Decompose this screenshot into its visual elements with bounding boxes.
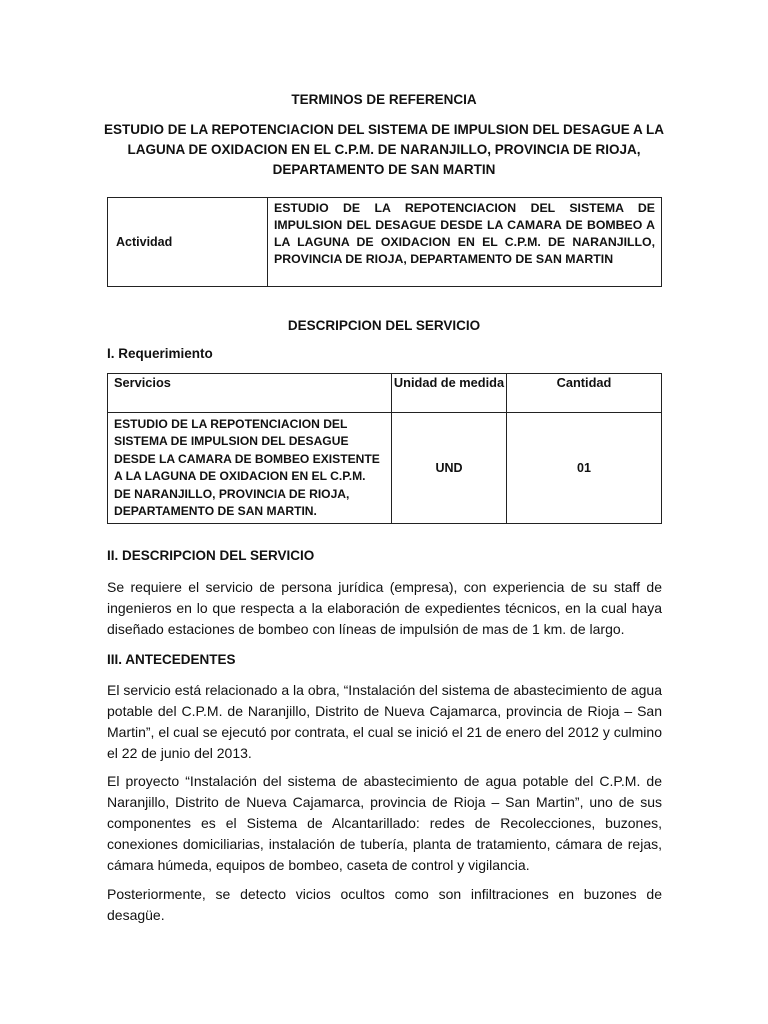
section-3-heading: III. ANTECEDENTES [107, 652, 236, 667]
activity-row [108, 198, 662, 287]
services-table-header-row [108, 374, 662, 413]
section-3-paragraph-2: El proyecto “Instalación del sistema de abastecimiento de agua potable del C.P.M. de Naranjillo, Distrito de Nueva Cajamarca, provincia de Rioja – San Martin”, uno de sus componentes es el Sistema de Alcantarillado: redes de Recolecciones, buzones, conexiones domiciliarias, instalación de tubería, planta de tratamiento, cámara de rejas, cámara húmeda, equipos de bombeo, caseta de control y vigilancia. [107, 773, 662, 873]
requirement-heading: I. Requerimiento [107, 346, 213, 361]
document-subtitle: ESTUDIO DE LA REPOTENCIACION DEL SISTEMA DE IMPULSION DEL DESAGUE A LA LAGUNA DE OXIDACION EN EL C.P.M. DE NARANJILLO, PROVINCIA DE RIOJA, DEPARTAMENTO DE SAN MARTIN [103, 122, 665, 177]
section-2-paragraph: Se requiere el servicio de persona jurídica (empresa), con experiencia de su staff de ingenieros en lo que respecta a la elaboración de expedientes técnicos, en la cual haya diseñado estaciones de bombeo con líneas de impulsión de mas de 1 km. de largo. [107, 579, 662, 637]
quantity-column-header: Cantidad [507, 374, 662, 413]
table-row [108, 413, 662, 524]
activity-table [107, 197, 662, 287]
document-title: TERMINOS DE REFERENCIA [291, 92, 477, 107]
unit-cell: UND [392, 413, 507, 524]
service-description-heading: DESCRIPCION DEL SERVICIO [287, 318, 481, 333]
services-column-header: Servicios [108, 374, 392, 413]
activity-value: ESTUDIO DE LA REPOTENCIACION DEL SISTEMA DE IMPULSION DEL DESAGUE DESDE LA CAMARA DE BOMBEO A LA LAGUNA DE OXIDACION EN EL C.P.M. DE NARANJILLO, PROVINCIA DE RIOJA, DEPARTAMENTO DE SAN MARTIN [268, 198, 662, 287]
section-2-heading: II. DESCRIPCION DEL SERVICIO [107, 548, 315, 563]
service-description-cell: ESTUDIO DE LA REPOTENCIACION DEL SISTEMA DE IMPULSION DEL DESAGUE DESDE LA CAMARA DE BOMBEO EXISTENTE A LA LAGUNA DE OXIDACION EN EL C.P.M. DE NARANJILLO, PROVINCIA DE RIOJA, DEPARTAMENTO DE SAN MARTIN. [108, 413, 392, 524]
services-table [107, 373, 662, 524]
section-3-paragraph-3: Posteriormente, se detecto vicios ocultos como son infiltraciones en buzones de desagüe. [107, 886, 662, 923]
unit-column-header: Unidad de medida [392, 374, 507, 413]
section-3-paragraph-1: El servicio está relacionado a la obra, “Instalación del sistema de abastecimiento de agua potable del C.P.M. de Naranjillo, Distrito de Nueva Cajamarca, provincia de Rioja – San Martin”, el cual se ejecutó por contrata, el cual se inició el 21 de enero del 2012 y culmino el 22 de junio del 2013. [107, 682, 662, 761]
activity-label: Actividad [108, 198, 268, 287]
quantity-cell: 01 [507, 413, 662, 524]
